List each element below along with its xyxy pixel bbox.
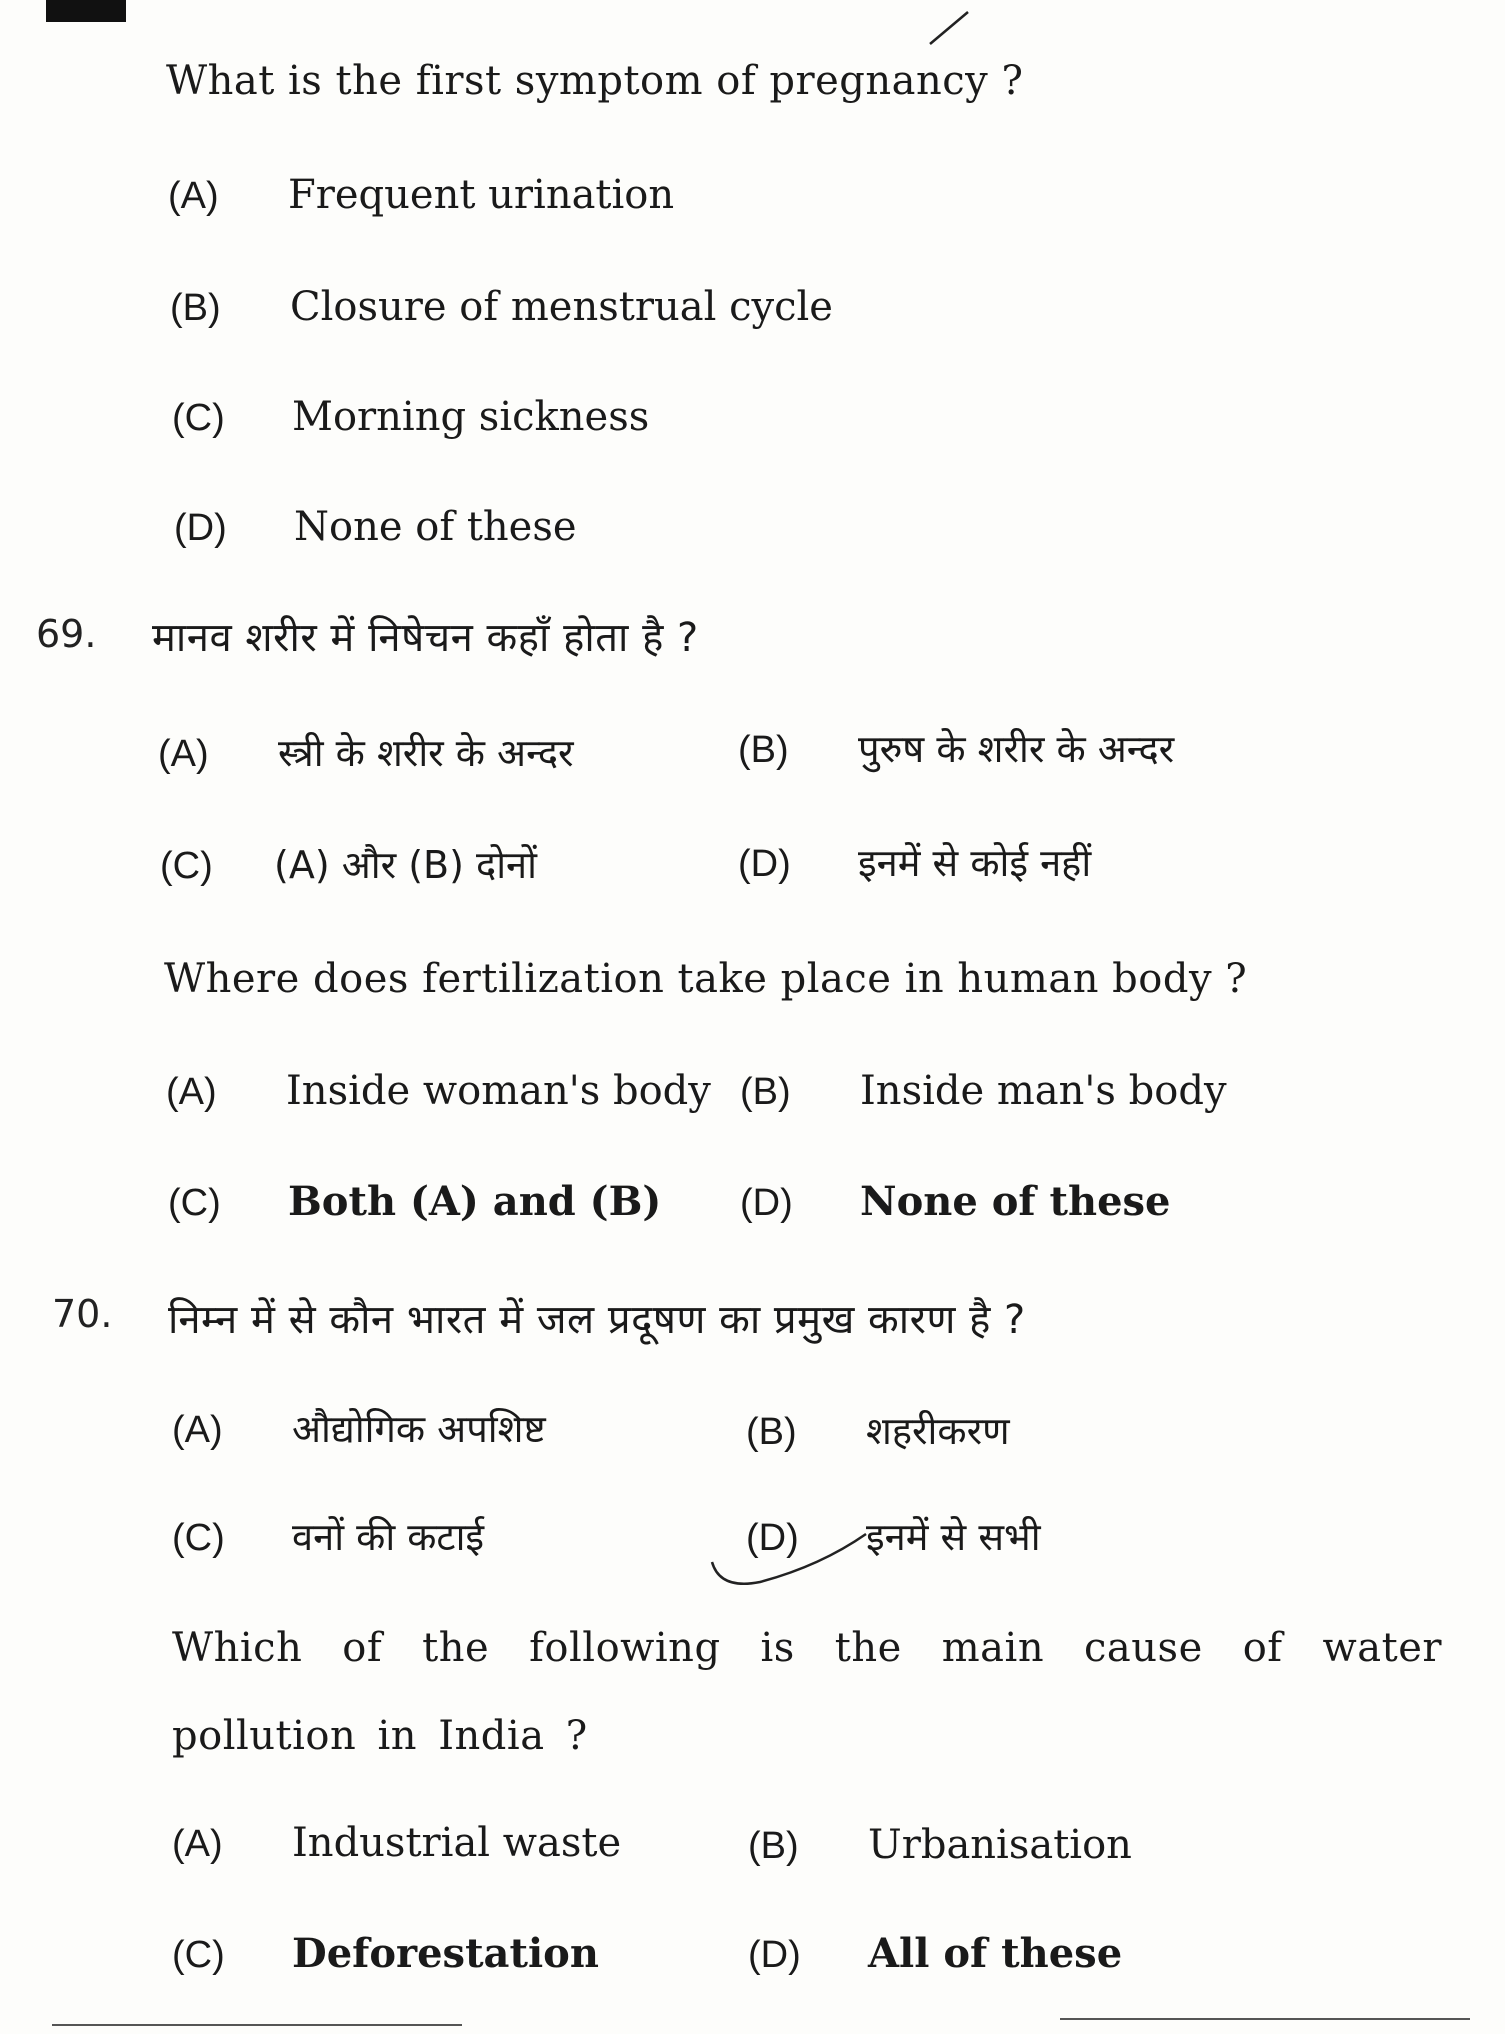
option-text: Morning sickness: [292, 394, 650, 440]
option-text: Industrial waste: [292, 1820, 622, 1866]
option-label: (B): [738, 729, 789, 771]
option-text: इनमें से सभी: [866, 1515, 1041, 1559]
option-label: (B): [746, 1411, 797, 1453]
option-text: स्त्री के शरीर के अन्दर: [278, 731, 574, 775]
option-text: Inside woman's body: [286, 1068, 711, 1114]
option-text: वनों की कटाई: [292, 1515, 485, 1559]
option-label: (C): [172, 397, 225, 439]
option-text: Frequent urination: [288, 172, 675, 218]
option-label: (A): [172, 1823, 223, 1865]
option-label: (A): [172, 1409, 223, 1451]
option-text: Both (A) and (B): [288, 1178, 662, 1225]
q69-number: 69.: [36, 612, 97, 656]
option-label: (B): [748, 1825, 799, 1867]
option-label: (A): [158, 733, 209, 775]
option-text: Inside man's body: [860, 1068, 1227, 1114]
option-text: None of these: [294, 504, 577, 550]
option-label: (A): [168, 175, 219, 217]
option-text: Closure of menstrual cycle: [290, 284, 833, 330]
option-text: Urbanisation: [868, 1822, 1132, 1868]
option-label: (C): [172, 1517, 225, 1559]
q68-en-stem: What is the first symptom of pregnancy ?: [166, 58, 1024, 104]
option-label: (D): [746, 1517, 799, 1559]
option-label: (D): [740, 1182, 793, 1224]
q70-number: 70.: [52, 1292, 113, 1336]
q69-en-stem: Where does fertilization take place in human body ?: [164, 956, 1248, 1002]
option-label: (B): [170, 287, 221, 329]
option-text: शहरीकरण: [866, 1409, 1010, 1453]
option-text: पुरुष के शरीर के अन्दर: [858, 727, 1175, 771]
option-text: None of these: [860, 1178, 1171, 1225]
option-label: (D): [748, 1934, 801, 1976]
option-label: (C): [168, 1182, 221, 1224]
option-text: (A) और (B) दोनों: [274, 843, 537, 887]
option-label: (B): [740, 1071, 791, 1113]
option-label: (A): [166, 1071, 217, 1113]
q70-hi-stem: निम्न में से कौन भारत में जल प्रदूषण का प्रमुख कारण है ?: [168, 1297, 1026, 1343]
option-text: इनमें से कोई नहीं: [858, 841, 1092, 885]
option-label: (D): [174, 507, 227, 549]
option-text: Deforestation: [292, 1930, 599, 1977]
option-label: (C): [172, 1934, 225, 1976]
answer-tick-mark: [712, 1534, 866, 1584]
q69-hi-stem: मानव शरीर में निषेचन कहाँ होता है ?: [152, 615, 699, 661]
option-text: औद्योगिक अपशिष्ट: [292, 1407, 546, 1451]
option-text: All of these: [868, 1930, 1123, 1977]
tick-mark: [930, 12, 968, 44]
option-label: (C): [160, 845, 213, 887]
option-label: (D): [738, 843, 791, 885]
q70-en-stem: Which of the following is the main cause of water pollution in India ?: [172, 1625, 1442, 1759]
